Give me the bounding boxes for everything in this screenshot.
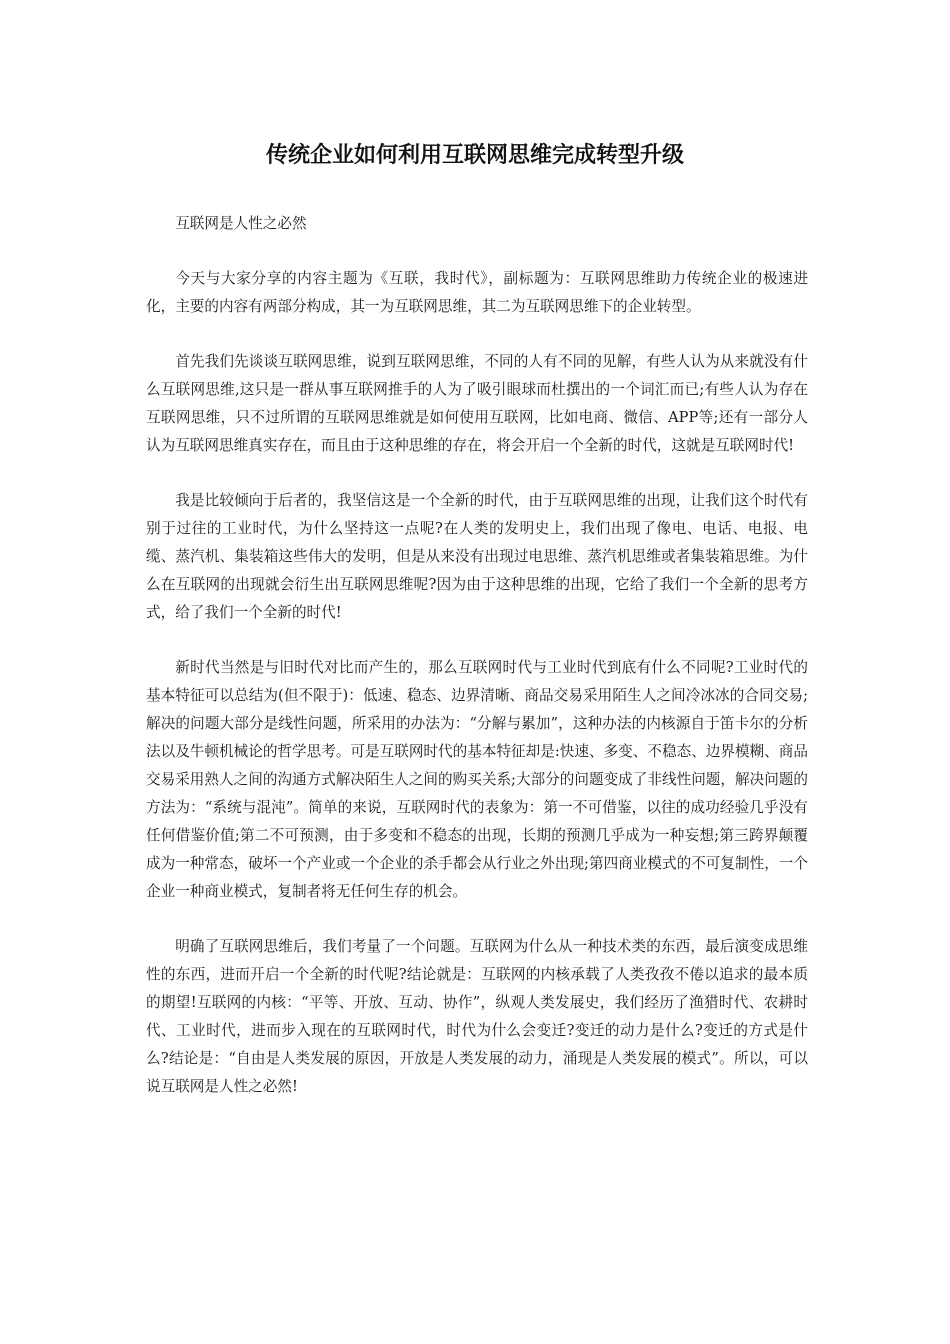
document-title: 传统企业如何利用互联网思维完成转型升级 [265,143,684,168]
document-body [146,210,808,1101]
paragraph-intro: 今天与大家分享的内容主题为《互联，我时代》，副标题为：互联网思维助力传统企业的极速进化，主要的内容有两部分构成，其一为互联网思维，其二为互联网思维下的企业转型。 [146,270,808,315]
paragraph-conclusion: 明确了互联网思维后，我们考量了一个问题。互联网为什么从一种技术类的东西，最后演变成思维性的东西，进而开启一个全新的时代呢?结论就是：互联网的内核承载了人类孜孜不倦以追求的最本质的期望!互联网的内核：“平等、开放、互动、协作”，纵观人类发展史，我们经历了渔猎时代、农耕时代、工业时代，进而步入现在的互联网时代，时代为什么会变迁?变迁的动力是什么?变迁的方式是什么?结论是：“自由是人类发展的原因，开放是人类发展的动力，涌现是人类发展的模式”。所以，可以说互联网是人性之必然! [146,938,808,1095]
paragraph-heading: 互联网是人性之必然 [175,215,307,232]
paragraph-views: 首先我们先谈谈互联网思维，说到互联网思维，不同的人有不同的见解，有些人认为从来就没有什么互联网思维,这只是一群从事互联网推手的人为了吸引眼球而杜撰出的一个词汇而已;有些人认为存在互联网思维，只不过所谓的互联网思维就是如何使用互联网，比如电商、微信、APP等;还有一部分人认为互联网思维真实存在，而且由于这种思维的存在，将会开启一个全新的时代，这就是互联网时代! [146,353,808,454]
paragraph-new-era: 我是比较倾向于后者的，我坚信这是一个全新的时代，由于互联网思维的出现，让我们这个时代有别于过往的工业时代，为什么坚持这一点呢?在人类的发明史上，我们出现了像电、电话、电报、电缆、蒸汽机、集装箱这些伟大的发明，但是从来没有出现过电思维、蒸汽机思维或者集装箱思维。为什么在互联网的出现就会衍生出互联网思维呢?因为由于这种思维的出现，它给了我们一个全新的思考方式，给了我们一个全新的时代! [146,492,808,621]
paragraph-comparison: 新时代当然是与旧时代对比而产生的，那么互联网时代与工业时代到底有什么不同呢?工业时代的基本特征可以总结为(但不限于)：低速、稳态、边界清晰、商品交易采用陌生人之间冷冰冰的合同交易;解决的问题大部分是线性问题，所采用的办法为：“分解与累加”，这种办法的内核源自于笛卡尔的分析法以及牛顿机械论的哲学思考。可是互联网时代的基本特征却是:快速、多变、不稳态、边界模糊、商品交易采用熟人之间的沟通方式解决陌生人之间的购买关系;大部分的问题变成了非线性问题，解决问题的方法为：“系统与混沌”。简单的来说，互联网时代的表象为：第一不可借鉴，以往的成功经验几乎没有任何借鉴价值;第二不可预测，由于多变和不稳态的出现，长期的预测几乎成为一种妄想;第三跨界颠覆成为一种常态，破坏一个产业或一个企业的杀手都会从行业之外出现;第四商业模式的不可复制性，一个企业一种商业模式，复制者将无任何生存的机会。 [146,659,808,900]
